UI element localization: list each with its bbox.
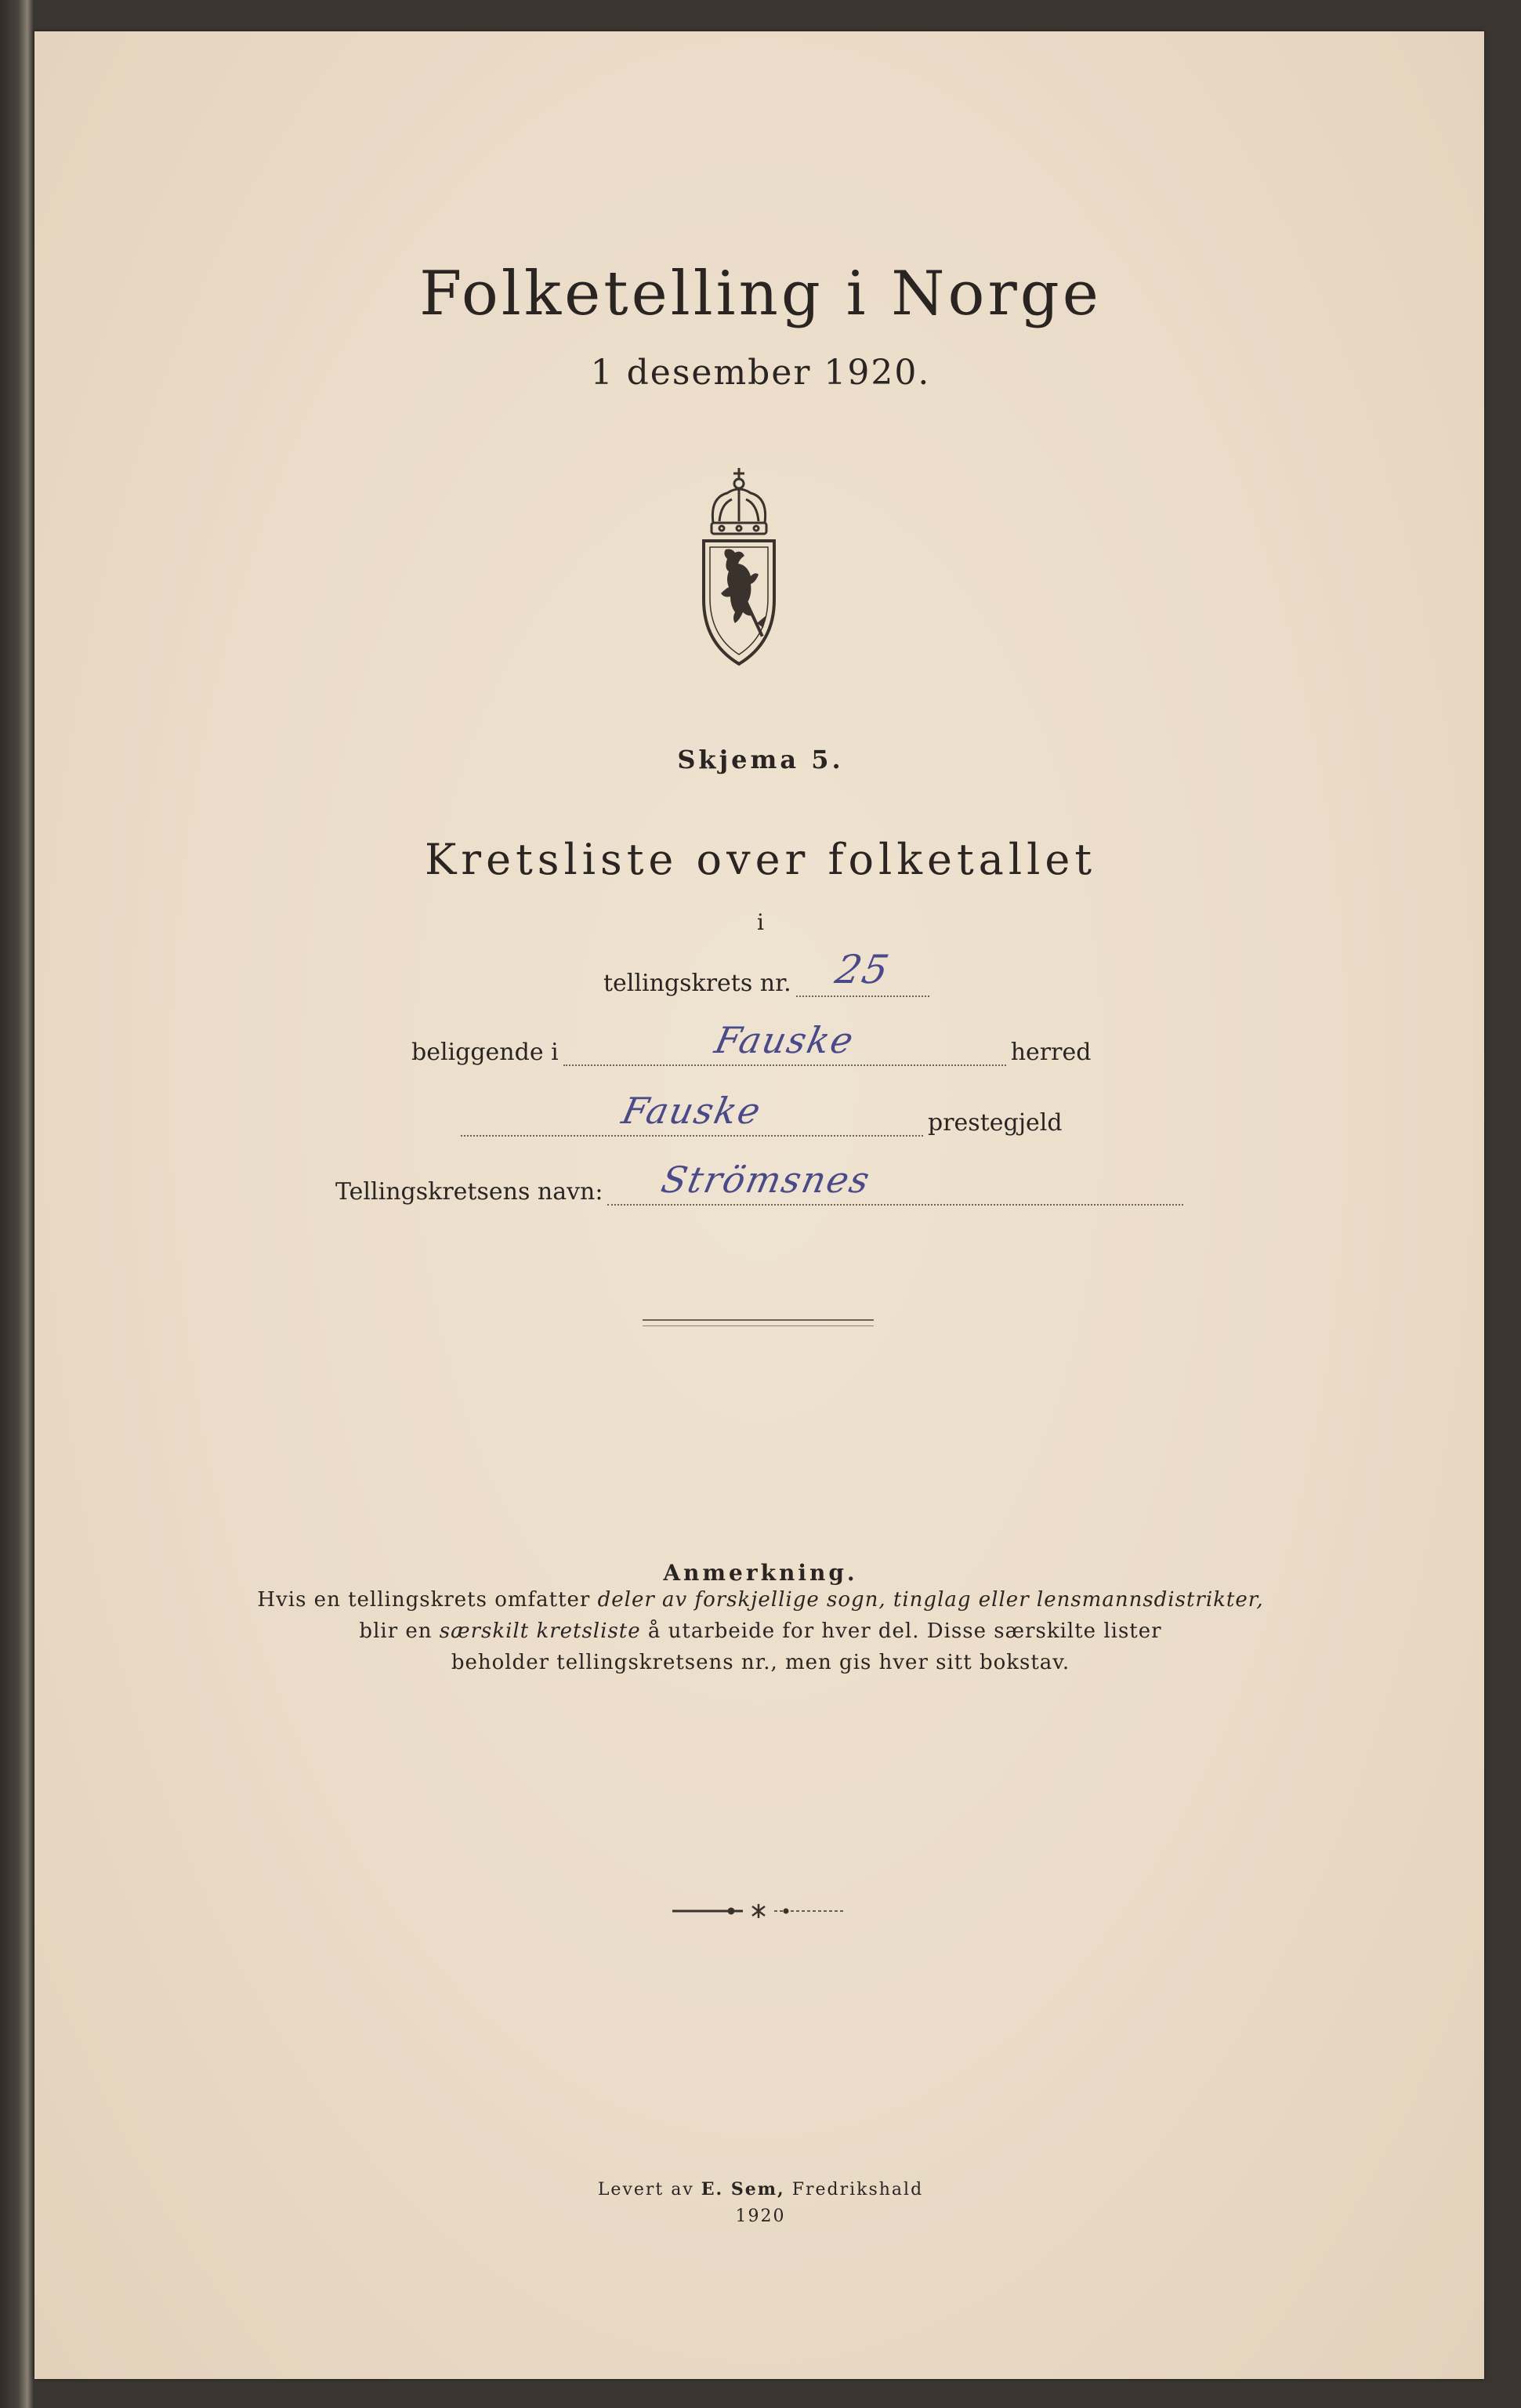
herred-label: herred: [1010, 1039, 1092, 1066]
printer-place: Fredrikshald: [784, 2180, 924, 2199]
note-line-1-text: Hvis en tellingskrets omfatter: [257, 1588, 598, 1612]
printer-name: E. Sem,: [701, 2179, 785, 2199]
beliggende-value: Fauske: [711, 1019, 859, 1061]
krets-row: [603, 947, 934, 997]
printer-year: 1920: [735, 2207, 786, 2226]
beliggende-label: beliggende i: [411, 1039, 559, 1066]
navn-label: Tellingskretsens navn:: [335, 1178, 603, 1206]
note-line-2-text: blir en: [359, 1619, 440, 1643]
note-line-2: [0, 1619, 1521, 1643]
note-line-3: beholder tellingskretsens nr., men gis hver sitt bokstav.: [451, 1651, 1070, 1674]
note-line-2-emphasis: særskilt kretsliste: [439, 1619, 641, 1643]
beliggende-row: [411, 1019, 1092, 1066]
main-title: Kretsliste over folketallet: [424, 835, 1097, 884]
note-heading: Anmerkning.: [663, 1560, 858, 1586]
prestegjeld-field[interactable]: [461, 1090, 923, 1137]
prestegjeld-row: [461, 1090, 1063, 1137]
document-title: Folketelling i Norge: [419, 259, 1102, 329]
note-line-1-emphasis: deler av forskjellige sogn, tinglag eller lensmannsdistrikter,: [597, 1588, 1264, 1612]
navn-row: [335, 1159, 1188, 1206]
connector-text: i: [757, 909, 764, 935]
krets-field[interactable]: [796, 947, 929, 997]
census-date: 1 desember 1920.: [590, 353, 931, 393]
prestegjeld-label: prestegjeld: [928, 1109, 1063, 1137]
section-divider: [643, 1319, 874, 1326]
note-line-1: [0, 1588, 1521, 1612]
norwegian-coat-of-arms-icon: [696, 466, 782, 670]
printer-prefix: Levert av: [597, 2180, 701, 2199]
navn-value: Strömsnes: [657, 1159, 875, 1201]
note-line-2-rest: å utarbeide for hver del. Disse særskilte lister: [640, 1619, 1162, 1643]
beliggende-field[interactable]: [563, 1019, 1006, 1066]
krets-label: tellingskrets nr.: [603, 970, 791, 997]
krets-value: 25: [831, 947, 894, 992]
asterisk-ornament-icon: [672, 1903, 845, 1919]
navn-field[interactable]: [607, 1159, 1183, 1206]
printer-line: [0, 2179, 1521, 2199]
schema-number: Skjema 5.: [677, 745, 844, 774]
prestegjeld-value: Fauske: [617, 1090, 766, 1132]
